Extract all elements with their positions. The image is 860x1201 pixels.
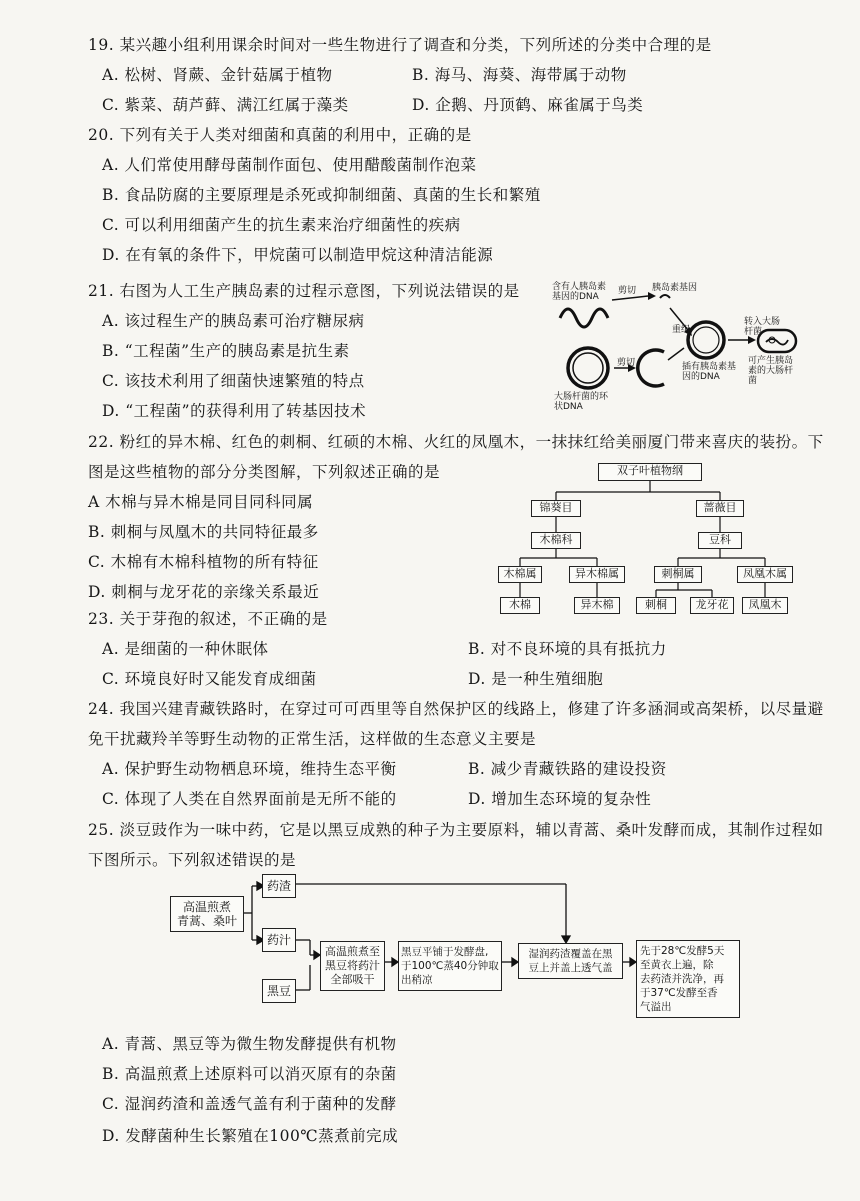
- q23-option-d: D. 是一种生殖细胞: [468, 670, 604, 688]
- q22-stem-line2: 图是这些植物的部分分类图解，下列叙述正确的是: [88, 463, 441, 481]
- flow-start-box: [170, 896, 244, 932]
- q19-option-c: C. 紫菜、葫芦藓、满江红属于藻类: [102, 96, 349, 114]
- q25-stem-line2: 下图所示。下列叙述错误的是: [88, 851, 297, 869]
- flow-step3-line2: 豆上并盖上透气盖: [528, 962, 613, 974]
- flow-step2-line1: 黑豆平铺于发酵盘,: [401, 946, 489, 958]
- flow-beans-box: 黑豆: [262, 979, 296, 1003]
- flow-step2-line3: 出稍凉: [401, 974, 433, 986]
- tree-species-coral-tree: 刺桐: [636, 597, 676, 614]
- flow-step4-line5: 气溢出: [640, 1001, 672, 1013]
- q22-option-d: D. 刺桐与龙牙花的亲缘关系最近: [88, 583, 320, 601]
- q21-option-c: C. 该技术利用了细菌快速繁殖的特点: [102, 372, 365, 390]
- flow-step1-box: [320, 941, 385, 991]
- q20-option-d: D. 在有氧的条件下，甲烷菌可以制造甲烷这种清洁能源: [102, 246, 494, 264]
- q23-option-a: A. 是细菌的一种休眠体: [102, 640, 269, 658]
- q22-option-b: B. 刺桐与凤凰木的共同特征最多: [88, 523, 319, 541]
- flow-residue-box: 药渣: [262, 874, 296, 898]
- flow-start-line2: 青蒿、桑叶: [176, 914, 237, 928]
- q25-option-d: D. 发酵菌种生长繁殖在100℃蒸煮前完成: [102, 1127, 399, 1145]
- recombinant-label: 插有胰岛素基因的DNA: [682, 362, 737, 382]
- tree-species-flamboyant: 凤凰木: [742, 597, 788, 614]
- tree-species-silk-floss: 异木棉: [574, 597, 620, 614]
- cut1-label: 剪切: [618, 286, 637, 296]
- q24-option-b: B. 减少青藏铁路的建设投资: [468, 760, 667, 778]
- q23-stem: 23. 关于芽孢的叙述，不正确的是: [88, 610, 328, 628]
- flow-step3-line1: 湿润药渣覆盖在黑: [528, 948, 613, 960]
- tree-order-rosales: 蔷薇目: [696, 500, 744, 517]
- q20-option-a: A. 人们常使用酵母菌制作面包、使用醋酸菌制作泡菜: [102, 156, 477, 174]
- q19-option-b: B. 海马、海葵、海带属于动物: [412, 66, 627, 84]
- q20-option-c: C. 可以利用细菌产生的抗生素来治疗细菌性的疾病: [102, 216, 461, 234]
- flow-start-line1: 高温煎煮: [182, 900, 231, 914]
- q20-option-b: B. 食品防腐的主要原理是杀死或抑制细菌、真菌的生长和繁殖: [102, 186, 541, 204]
- q21-stem: 21. 右图为人工生产胰岛素的过程示意图，下列说法错误的是: [88, 282, 520, 300]
- q19-option-d: D. 企鹅、丹顶鹤、麻雀属于鸟类: [412, 96, 644, 114]
- recombine-label: 重组: [672, 325, 691, 335]
- flow-step2-box: [398, 941, 502, 991]
- tree-root: 双子叶植物纲: [598, 463, 702, 481]
- q24-option-c: C. 体现了人类在自然界面前是无所不能的: [102, 790, 397, 808]
- flow-step4-line2: 至黄衣上遍，除: [640, 959, 714, 971]
- tree-genus-ceiba: 异木棉属: [569, 566, 625, 583]
- q24-option-a: A. 保护野生动物栖息环境，维持生态平衡: [102, 760, 397, 778]
- q25-stem-line1: 25. 淡豆豉作为一味中药，它是以黑豆成熟的种子为主要原料，辅以青蒿、桑叶发酵而成，其制作过程如: [88, 821, 824, 839]
- tree-species-kapok: 木棉: [500, 597, 540, 614]
- flow-step1-line1: 高温煎煮至: [325, 945, 380, 958]
- q24-stem-line2: 免干扰藏羚羊等野生动物的正常生活，这样做的生态意义主要是: [88, 730, 537, 748]
- flow-step4-line1: 先于28℃发酵5天: [640, 945, 725, 957]
- q24-stem-line1: 24. 我国兴建青藏铁路时，在穿过可可西里等自然保护区的线路上，修建了许多涵洞或高架桥，以尽量避: [88, 700, 824, 718]
- gene-label: 胰岛素基因: [652, 283, 698, 293]
- flow-step2-line2: 于100℃蒸40分钟取: [401, 960, 499, 972]
- tree-species-cockspur: 龙牙花: [690, 597, 734, 614]
- q25-option-a: A. 青蒿、黑豆等为微生物发酵提供有机物: [102, 1035, 397, 1053]
- result-label: 可产生胰岛素的大肠杆菌: [748, 356, 794, 386]
- flow-juice-box: 药汁: [262, 928, 296, 952]
- flow-step4-line3: 去药渣并洗净，再: [640, 973, 724, 985]
- q22-option-a: A 木棉与异木棉是同目同科同属: [88, 493, 314, 511]
- q23-option-b: B. 对不良环境的具有抵抗力: [468, 640, 667, 658]
- q25-option-c: C. 湿润药渣和盖透气盖有利于菌种的发酵: [102, 1095, 397, 1113]
- flow-step3-box: [518, 943, 623, 979]
- flow-step4-line4: 于37℃发酵至香: [640, 987, 718, 999]
- bacteria-dna-label: 大肠杆菌的环状DNA: [554, 392, 609, 412]
- q22-option-c: C. 木棉有木棉科植物的所有特征: [88, 553, 319, 571]
- human-dna-label: 含有人胰岛素基因的DNA: [552, 282, 607, 302]
- tree-genus-erythrina: 刺桐属: [654, 566, 702, 583]
- cut2-label: 剪切: [617, 358, 636, 368]
- q21-option-b: B. “工程菌”生产的胰岛素是抗生素: [102, 342, 350, 360]
- tree-genus-bombax: 木棉属: [498, 566, 542, 583]
- q21-option-d: D. “工程菌”的获得利用了转基因技术: [102, 402, 367, 420]
- tree-family-fabaceae: 豆科: [698, 532, 742, 549]
- q25-option-b: B. 高温煎煮上述原料可以消灭原有的杂菌: [102, 1065, 397, 1083]
- tree-family-bombacaceae: 木棉科: [531, 532, 581, 549]
- q20-stem: 20. 下列有关于人类对细菌和真菌的利用中，正确的是: [88, 126, 472, 144]
- q22-stem-line1: 22. 粉红的异木棉、红色的刺桐、红硕的木棉、火红的凤凰木，一抹抹红给美丽厦门带来喜庆的装扮。下: [88, 433, 824, 451]
- q19-option-a: A. 松树、肾蕨、金针菇属于植物: [102, 66, 333, 84]
- q19-stem: 19. 某兴趣小组利用课余时间对一些生物进行了调查和分类，下列所述的分类中合理的是: [88, 36, 712, 54]
- tree-order-malvales: 锦葵目: [531, 500, 581, 517]
- q21-option-a: A. 该过程生产的胰岛素可治疗糖尿病: [102, 312, 365, 330]
- tree-genus-delonix: 凤凰木属: [737, 566, 793, 583]
- flow-step1-line3: 全部吸干: [330, 973, 375, 986]
- flow-step4-box: [636, 940, 740, 1018]
- q24-option-d: D. 增加生态环境的复杂性: [468, 790, 652, 808]
- into-bacteria-label: 转入大肠杆菌: [744, 317, 781, 337]
- flow-step1-line2: 黑豆将药汁: [325, 959, 380, 972]
- q23-option-c: C. 环境良好时又能发育成细菌: [102, 670, 317, 688]
